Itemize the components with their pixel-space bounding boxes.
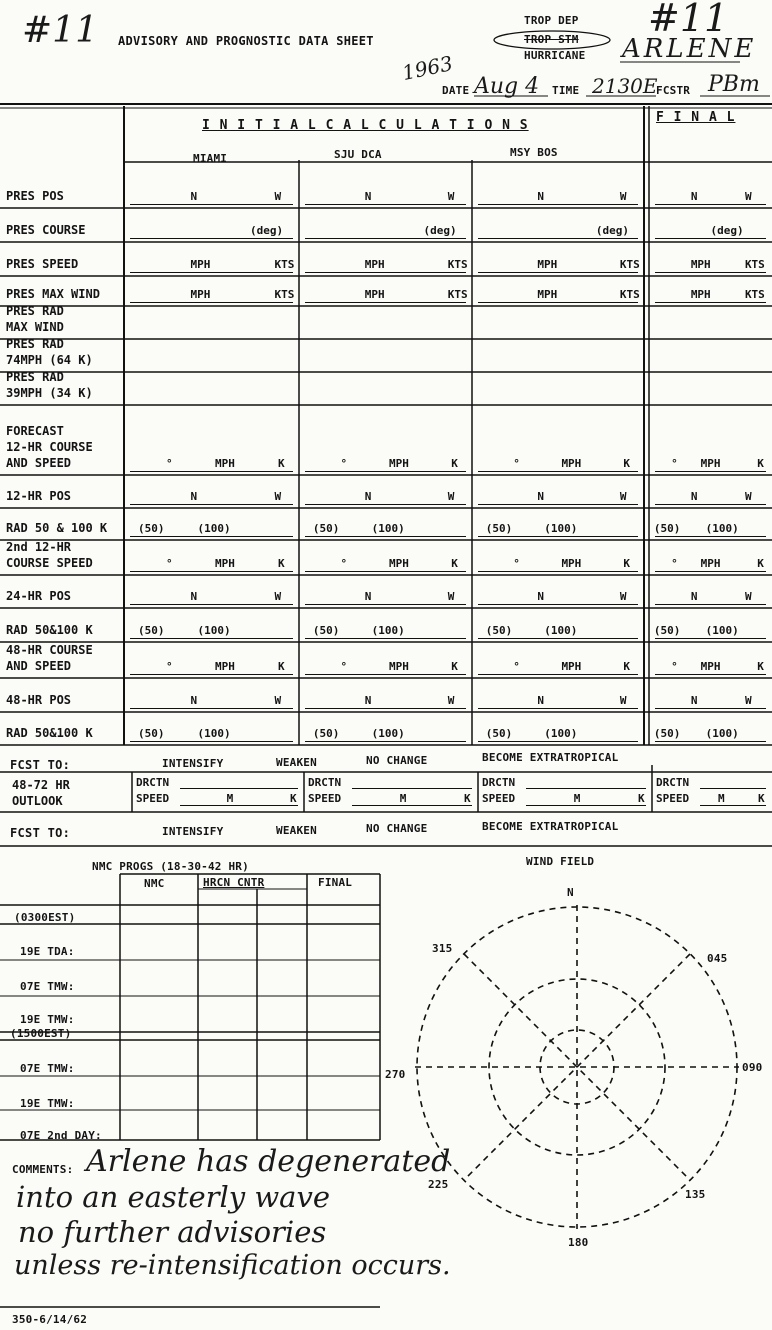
cell-underline (305, 238, 466, 239)
row-label: 48-HR COURSE (6, 643, 93, 657)
cell-unit: K (451, 457, 458, 470)
comments-label: COMMENTS: (12, 1163, 74, 1176)
row-label: PRES MAX WIND (6, 287, 100, 301)
cell-unit: N (690, 190, 698, 203)
cell-unit: MPH (190, 258, 211, 271)
cell-underline (130, 604, 293, 605)
cell-unit: W (744, 590, 752, 603)
drctn-underline (180, 788, 298, 789)
cell-unit: N (190, 190, 198, 203)
speed-underline (700, 805, 766, 806)
cell-unit: (100) (197, 727, 231, 740)
nmc-row2-07e-tmw: 07E TMW: (20, 1062, 75, 1075)
cell-unit: W (447, 694, 455, 707)
cell-underline (305, 604, 466, 605)
cell-unit: (deg) (423, 224, 457, 237)
cell-underline (305, 471, 466, 472)
row-label: PRES RAD (6, 370, 64, 384)
cell-underline (130, 741, 293, 742)
cell-unit: W (447, 490, 455, 503)
outlook-m: M (573, 792, 581, 805)
cell-unit: (50) (312, 522, 340, 535)
date-label: DATE (442, 84, 470, 97)
comment-line-1: Arlene has degenerated (86, 1144, 451, 1179)
wind-label-270: 270 (385, 1068, 406, 1081)
row-label: 24-HR POS (6, 589, 72, 603)
cell-unit: N (537, 694, 544, 707)
cell-unit: KTS (274, 288, 295, 301)
cell-unit: W (274, 190, 282, 203)
cell-unit: (50) (485, 624, 513, 637)
cell-unit: MPH (690, 258, 711, 271)
cell-unit: W (744, 190, 752, 203)
cell-unit: N (364, 590, 372, 603)
cell-underline (130, 536, 293, 537)
outlook-m: M (226, 792, 234, 805)
fcstr-value: PBm (708, 72, 760, 97)
row-label: PRES SPEED (6, 257, 79, 271)
cell-unit: MPH (561, 557, 582, 570)
speed-underline (526, 805, 646, 806)
option2-extratropical: BECOME EXTRATROPICAL (482, 820, 619, 833)
cell-underline (305, 272, 466, 273)
cell-underline (655, 302, 766, 303)
cell-unit: MPH (537, 258, 558, 271)
cell-unit: N (690, 590, 698, 603)
cell-unit: (100) (544, 624, 578, 637)
row-label: RAD 50 & 100 K (6, 521, 108, 535)
cell-unit: MPH (700, 457, 721, 470)
time-value: 2130E (592, 74, 658, 98)
row-label: MAX WIND (6, 320, 64, 334)
wind-label-135: 135 (685, 1188, 706, 1201)
row-label: 12-HR COURSE (6, 440, 93, 454)
cell-underline (130, 638, 293, 639)
row-label: PRES RAD (6, 304, 64, 318)
corner-mark-left: #11 (22, 10, 98, 51)
cell-unit: MPH (700, 660, 721, 673)
storm-type-stm: TROP STM (524, 33, 579, 46)
cell-unit: MPH (190, 288, 211, 301)
cell-unit: K (278, 660, 285, 673)
cell-unit: MPH (537, 288, 558, 301)
cell-underline (130, 302, 293, 303)
option2-intensify: INTENSIFY (162, 825, 224, 838)
option-extratropical: BECOME EXTRATROPICAL (482, 751, 619, 764)
cell-underline (655, 471, 766, 472)
cell-unit: N (190, 590, 198, 603)
cell-unit: K (623, 557, 630, 570)
cell-underline (655, 604, 766, 605)
cell-unit: (100) (371, 522, 405, 535)
outlook-m: M (718, 792, 725, 805)
cell-underline (130, 272, 293, 273)
footer-code: 350-6/14/62 (12, 1313, 88, 1326)
outlook-drctn: DRCTN (482, 776, 516, 789)
nmc-row2-19e-tmw: 19E TMW: (20, 1097, 75, 1110)
storm-type-dep: TROP DEP (524, 14, 579, 27)
cell-unit: MPH (215, 457, 235, 470)
cell-unit: ° (340, 660, 348, 673)
cell-unit: MPH (364, 258, 385, 271)
cell-unit: W (619, 190, 627, 203)
cell-unit: (50) (138, 727, 165, 740)
cell-unit: (50) (653, 522, 681, 535)
cell-unit: (50) (138, 522, 165, 535)
cell-underline (130, 708, 293, 709)
row-label: AND SPEED (6, 659, 72, 673)
cell-underline (130, 674, 293, 675)
cell-underline (478, 204, 638, 205)
cell-underline (130, 571, 293, 572)
storm-name: ARLENE (622, 34, 757, 64)
cell-unit: ° (340, 557, 348, 570)
cell-unit: ° (513, 457, 520, 470)
row-label: 39MPH (34 K) (6, 386, 93, 400)
cell-unit: (deg) (250, 224, 284, 237)
cell-unit: ° (671, 457, 678, 470)
cell-unit: N (690, 694, 698, 707)
drctn-underline (700, 788, 766, 789)
station-msy-bos: MSY BOS (510, 146, 558, 159)
wind-field-title: WIND FIELD (526, 855, 595, 868)
cell-underline (305, 741, 466, 742)
final-header: F I N A L (656, 110, 736, 125)
cell-unit: K (757, 557, 764, 570)
station-miami: MIAMI (193, 152, 228, 165)
wind-label-180: 180 (568, 1236, 589, 1249)
cell-unit: K (757, 660, 764, 673)
cell-underline (305, 571, 466, 572)
cell-unit: N (364, 190, 372, 203)
cell-unit: MPH (690, 288, 711, 301)
row-label: 74MPH (64 K) (6, 353, 93, 367)
row-label: PRES RAD (6, 337, 64, 351)
cell-underline (478, 238, 638, 239)
cell-underline (655, 638, 766, 639)
cell-unit: W (744, 694, 752, 707)
year: 1963 (400, 50, 455, 86)
row-label: PRES POS (6, 189, 64, 203)
row-label: FORECAST (6, 424, 64, 438)
date-value: Aug 4 (474, 74, 540, 99)
cell-unit: MPH (388, 457, 409, 470)
cell-unit: (50) (138, 624, 165, 637)
outlook-speed: SPEED (308, 792, 342, 805)
outlook-k: K (638, 792, 645, 805)
cell-underline (478, 604, 638, 605)
cell-underline (305, 504, 466, 505)
cell-unit: ° (671, 557, 678, 570)
cell-underline (478, 272, 638, 273)
cell-underline (655, 238, 766, 239)
nmc-col-hrcn: HRCN CNTR (203, 876, 265, 889)
cell-underline (130, 471, 293, 472)
cell-unit: MPH (561, 457, 582, 470)
drctn-underline (526, 788, 646, 789)
wind-label-n: N (567, 886, 574, 899)
nmc-title: NMC PROGS (18-30-42 HR) (92, 860, 249, 873)
outlook-m: M (399, 792, 407, 805)
cell-underline (478, 741, 638, 742)
nmc-group-1500: (1500EST) (10, 1027, 72, 1040)
cell-unit: (100) (544, 727, 578, 740)
cell-underline (655, 708, 766, 709)
cell-unit: K (623, 660, 630, 673)
cell-unit: (100) (705, 727, 739, 740)
cell-unit: (50) (312, 727, 340, 740)
cell-underline (655, 571, 766, 572)
nmc-col-nmc: NMC (144, 877, 165, 890)
cell-unit: (50) (312, 624, 340, 637)
cell-unit: (100) (197, 624, 231, 637)
cell-unit: KTS (447, 258, 468, 271)
cell-unit: MPH (388, 557, 409, 570)
cell-unit: MPH (215, 557, 235, 570)
nmc-row-07e-tmw: 07E TMW: (20, 980, 75, 993)
outlook-k: K (290, 792, 297, 805)
cell-unit: N (537, 190, 544, 203)
cell-underline (655, 741, 766, 742)
row-label: 12-HR POS (6, 489, 72, 503)
cell-underline (478, 536, 638, 537)
outlook-k: K (758, 792, 765, 805)
nmc-row-19e-tmw: 19E TMW: (20, 1013, 75, 1026)
cell-unit: N (537, 590, 544, 603)
cell-unit: ° (166, 557, 173, 570)
cell-unit: KTS (619, 288, 640, 301)
cell-unit: N (190, 694, 198, 707)
cell-unit: KTS (274, 258, 295, 271)
form-title: ADVISORY AND PROGNOSTIC DATA SHEET (118, 34, 374, 48)
storm-type-hurricane: HURRICANE (524, 49, 586, 62)
cell-unit: W (274, 490, 282, 503)
cell-unit: (50) (653, 727, 681, 740)
cell-unit: W (619, 590, 627, 603)
option-no-change: NO CHANGE (366, 754, 428, 767)
cell-unit: W (274, 694, 282, 707)
row-label: COURSE SPEED (6, 556, 93, 570)
cell-unit: N (190, 490, 198, 503)
row-label: PRES COURSE (6, 223, 86, 237)
corner-mark-right: #11 (648, 0, 729, 40)
drctn-underline (352, 788, 472, 789)
cell-unit: K (451, 660, 458, 673)
cell-unit: KTS (619, 258, 640, 271)
cell-unit: MPH (561, 660, 582, 673)
cell-unit: ° (671, 660, 678, 673)
speed-underline (180, 805, 298, 806)
cell-unit: N (364, 694, 372, 707)
cell-unit: K (278, 457, 285, 470)
cell-unit: (50) (653, 624, 681, 637)
fcst-to-label-2: FCST TO: (10, 826, 71, 840)
cell-unit: (100) (371, 624, 405, 637)
cell-underline (305, 708, 466, 709)
comment-line-4: unless re-intensification occurs. (14, 1250, 451, 1281)
cell-underline (130, 204, 293, 205)
cell-unit: (100) (705, 624, 739, 637)
cell-underline (478, 638, 638, 639)
cell-unit: ° (166, 457, 173, 470)
cell-unit: (100) (705, 522, 739, 535)
cell-underline (130, 238, 293, 239)
cell-unit: ° (513, 660, 520, 673)
wind-label-315: 315 (432, 942, 453, 955)
cell-unit: N (364, 490, 372, 503)
fcstr-label: FCSTR (656, 84, 691, 97)
option2-no-change: NO CHANGE (366, 822, 428, 835)
wind-label-225: 225 (428, 1178, 449, 1191)
cell-underline (655, 674, 766, 675)
cell-unit: W (447, 590, 455, 603)
cell-underline (130, 504, 293, 505)
row-label: 2nd 12-HR (6, 540, 72, 554)
station-sju-dca: SJU DCA (334, 148, 382, 161)
cell-underline (478, 302, 638, 303)
cell-underline (655, 504, 766, 505)
row-label: RAD 50&100 K (6, 726, 93, 740)
cell-unit: W (274, 590, 282, 603)
cell-unit: (100) (197, 522, 231, 535)
cell-unit: KTS (744, 258, 765, 271)
cell-underline (655, 204, 766, 205)
time-label: TIME (552, 84, 580, 97)
cell-unit: K (451, 557, 458, 570)
cell-underline (305, 536, 466, 537)
cell-unit: MPH (364, 288, 385, 301)
cell-unit: KTS (744, 288, 765, 301)
outlook-label-1: 48-72 HR (12, 778, 70, 792)
cell-underline (478, 708, 638, 709)
cell-unit: MPH (215, 660, 235, 673)
cell-underline (478, 674, 638, 675)
outlook-label-2: OUTLOOK (12, 794, 63, 808)
cell-unit: (deg) (595, 224, 629, 237)
row-label: RAD 50&100 K (6, 623, 93, 637)
cell-underline (305, 674, 466, 675)
outlook-drctn: DRCTN (308, 776, 342, 789)
cell-unit: K (757, 457, 764, 470)
cell-unit: MPH (700, 557, 721, 570)
option2-weaken: WEAKEN (276, 824, 317, 837)
fcst-to-label: FCST TO: (10, 758, 71, 772)
initial-calculations-header: I N I T I A L C A L C U L A T I O N S (202, 118, 529, 133)
cell-unit: W (619, 490, 627, 503)
cell-unit: (50) (485, 522, 513, 535)
outlook-speed: SPEED (482, 792, 516, 805)
outlook-drctn: DRCTN (656, 776, 690, 789)
nmc-row-19e-tda: 19E TDA: (20, 945, 75, 958)
comment-line-2: into an easterly wave (16, 1180, 331, 1214)
speed-underline (352, 805, 472, 806)
cell-unit: W (619, 694, 627, 707)
cell-unit: N (690, 490, 698, 503)
outlook-speed: SPEED (656, 792, 690, 805)
cell-unit: N (537, 490, 544, 503)
nmc-row2-07e-2nd-day: 07E 2nd DAY: (20, 1129, 102, 1142)
outlook-k: K (464, 792, 471, 805)
cell-unit: KTS (447, 288, 468, 301)
outlook-speed: SPEED (136, 792, 170, 805)
cell-unit: MPH (388, 660, 409, 673)
cell-unit: (100) (371, 727, 405, 740)
option-intensify: INTENSIFY (162, 757, 224, 770)
cell-underline (655, 536, 766, 537)
row-label: 48-HR POS (6, 693, 72, 707)
nmc-group-0300: (0300EST) (14, 911, 76, 924)
cell-underline (305, 302, 466, 303)
cell-underline (478, 571, 638, 572)
cell-unit: K (623, 457, 630, 470)
cell-unit: ° (340, 457, 348, 470)
cell-unit: (deg) (710, 224, 744, 237)
row-label: AND SPEED (6, 456, 72, 470)
cell-underline (305, 204, 466, 205)
nmc-col-final: FINAL (318, 876, 353, 889)
cell-unit: (50) (485, 727, 513, 740)
wind-label-045: 045 (707, 952, 728, 965)
cell-underline (305, 638, 466, 639)
option-weaken: WEAKEN (276, 756, 317, 769)
cell-underline (655, 272, 766, 273)
wind-label-090: 090 (742, 1061, 763, 1074)
cell-unit: W (447, 190, 455, 203)
outlook-drctn: DRCTN (136, 776, 170, 789)
cell-unit: (100) (544, 522, 578, 535)
cell-underline (478, 504, 638, 505)
comment-line-3: no further advisories (18, 1215, 327, 1249)
cell-unit: W (744, 490, 752, 503)
cell-unit: K (278, 557, 285, 570)
cell-unit: ° (513, 557, 520, 570)
cell-unit: ° (166, 660, 173, 673)
cell-underline (478, 471, 638, 472)
